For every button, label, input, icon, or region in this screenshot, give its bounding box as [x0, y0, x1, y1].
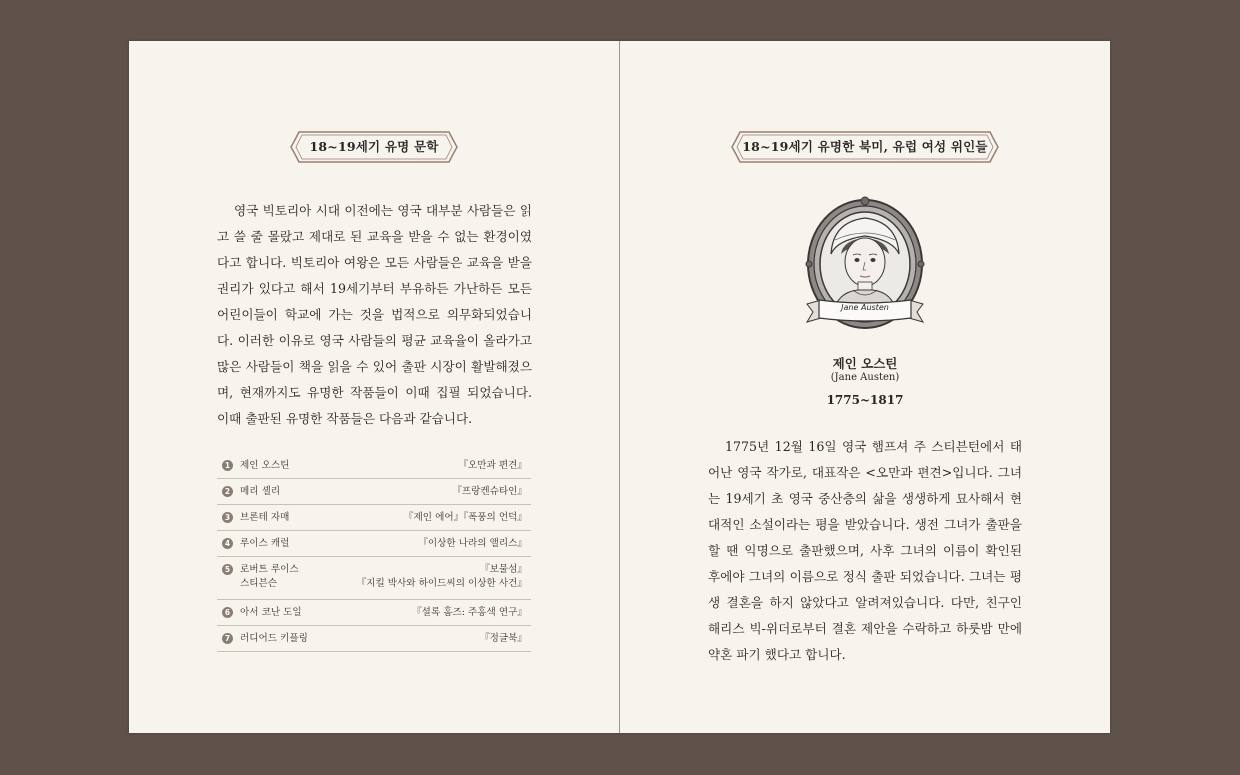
work-number-badge: 3	[222, 512, 233, 523]
work-number-badge: 7	[222, 633, 233, 644]
work-number-badge: 2	[222, 486, 233, 497]
work-number-badge: 1	[222, 460, 233, 471]
work-row	[217, 453, 531, 479]
person-name-english: (Jane Austen)	[830, 372, 900, 383]
right-title-plate	[730, 130, 1000, 164]
work-title: 『오만과 편견』	[458, 460, 527, 471]
work-author: 아서 코난 도일	[240, 607, 302, 618]
work-author: 브론테 자매	[240, 512, 290, 523]
work-title: 『보물섬』 『지킬 박사와 하이드씨의 이상한 사건』	[356, 564, 527, 589]
right-page	[620, 41, 1110, 733]
book-spread	[129, 41, 1110, 733]
work-row	[217, 531, 531, 557]
work-author: 루이스 캐럴	[240, 538, 290, 549]
work-row	[217, 600, 531, 626]
jane-austen-bio	[708, 434, 1022, 668]
bio-text: 1775년 12월 16일 영국 햄프셔 주 스티븐턴에서 태어난 영국 작가로, 대표작은 <오만과 편견>입니다. 그녀는 19세기 초 영국 중산층의 삶을 생생하게 묘사해서 현대적인 소설이라는 평을 받았습니다. 생전 그녀가 출판을 할 땐 익명으로 출판했으며, 사후 그녀의 이름이 확인된 후에야 그녀의 이름으로 정식 출판 되었습니다. 그녀는 평생 결혼을 하지 않았다고 알려져있습니다. 다만, 친구인 해리스 빅-위더로부터 결혼 제안을 수락하고 하룻밤 만에 약혼 파기 했다고 합니다.	[708, 439, 1022, 662]
work-author: 러디어드 키플링	[240, 633, 308, 644]
work-row	[217, 557, 531, 600]
work-author: 로버트 루이스 스티븐슨	[240, 564, 299, 589]
right-page-title: 18~19세기 유명한 북미, 유럽 여성 위인들	[742, 139, 988, 154]
work-title: 『셜록 홈즈: 주홍색 연구』	[412, 607, 527, 618]
person-name-korean: 제인 오스틴	[832, 356, 898, 371]
work-title: 『이상한 나라의 앨리스』	[418, 538, 527, 549]
work-author: 메리 셸리	[240, 486, 281, 497]
work-row	[217, 505, 531, 531]
left-page-title: 18~19세기 유명 문학	[309, 139, 439, 154]
work-number-badge: 6	[222, 607, 233, 618]
work-title: 『제인 에어』『폭풍의 언덕』	[403, 512, 527, 523]
work-title: 『프랑켄슈타인』	[452, 486, 527, 497]
work-number-badge: 4	[222, 538, 233, 549]
person-lifespan: 1775~1817	[826, 393, 904, 407]
work-author: 제인 오스틴	[240, 460, 290, 471]
left-intro-paragraph	[217, 198, 532, 432]
work-row	[217, 626, 531, 652]
work-number-badge: 5	[222, 564, 233, 575]
left-intro-text: 영국 빅토리아 시대 이전에는 영국 대부분 사람들은 읽고 쓸 줄 몰랐고 제대로 된 교육을 받을 수 없는 환경이였다고 합니다. 빅토리아 여왕은 모든 사람들은 교육을 받을 권리가 있다고 해서 19세기부터 부유하든 가난하든 모든 어린이들이 학교에 가는 것을 법적으로 의무화되었습니다. 이러한 이유로 영국 사람들의 평균 교육율이 올라가고 많은 사람들이 책을 읽을 수 있어 출판 시장이 활발해졌으며, 현재까지도 유명한 작품들이 이때 집필 되었습니다. 이때 출판된 유명한 작품들은 다음과 같습니다.	[217, 203, 532, 426]
jane-austen-portrait	[803, 196, 927, 336]
portrait-banner-caption: Jane Austen	[841, 303, 889, 312]
work-title: 『정글북』	[480, 633, 527, 644]
left-page	[129, 41, 619, 733]
work-row	[217, 479, 531, 505]
portrait-illustration	[803, 196, 927, 336]
works-list	[217, 453, 531, 652]
left-title-plate	[289, 130, 459, 164]
